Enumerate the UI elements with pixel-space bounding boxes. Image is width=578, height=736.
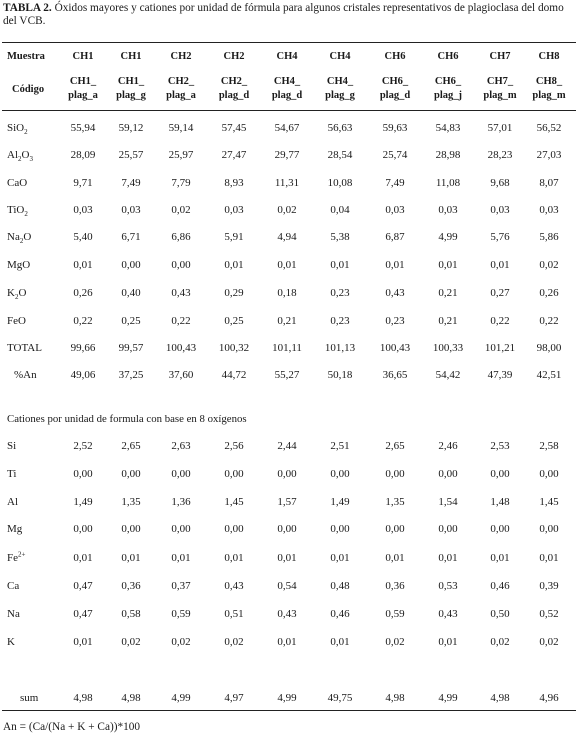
cation-cell: 0,01 <box>73 552 93 564</box>
cation-cell: 0,46 <box>330 608 350 620</box>
codigo-line: plag_m <box>532 90 566 101</box>
sum-cell: 49,75 <box>327 692 353 704</box>
muestra-cell: CH1 <box>72 51 94 62</box>
oxide-cell: 100,43 <box>165 342 197 354</box>
oxide-cell: 101,11 <box>272 342 302 354</box>
codigo-line: CH7_ <box>486 76 514 87</box>
cation-cell: 0,00 <box>438 468 458 480</box>
muestra-cell: CH1 <box>120 51 142 62</box>
oxide-cell: 0,21 <box>277 315 297 327</box>
table-label: TABLA 2. <box>3 2 52 14</box>
oxide-cell: 0,02 <box>171 204 191 216</box>
oxide-cell: 0,03 <box>121 204 141 216</box>
muestra-cell: CH8 <box>538 51 560 62</box>
oxide-cell: 0,21 <box>438 315 458 327</box>
oxide-cell: 56,52 <box>536 122 562 134</box>
oxide-label: $K_2O$ <box>7 287 27 302</box>
cation-cell: 2,46 <box>438 440 458 452</box>
cation-cell: 0,00 <box>224 523 244 535</box>
codigo-line: CH4_ <box>326 76 354 87</box>
cation-label: Mg <box>7 523 23 535</box>
oxide-cell: 36,65 <box>382 369 408 381</box>
muestra-cell: CH6 <box>384 51 406 62</box>
cation-cell: 0,00 <box>224 468 244 480</box>
oxide-cell: 29,77 <box>274 149 300 161</box>
oxide-cell: 55,27 <box>274 369 300 381</box>
oxide-cell: 7,49 <box>121 177 141 189</box>
cation-cell: 2,53 <box>490 440 510 452</box>
cation-cell: 0,01 <box>277 552 297 564</box>
cation-cell: 0,01 <box>277 636 297 648</box>
cation-cell: 0,02 <box>121 636 141 648</box>
cation-cell: 0,02 <box>224 636 244 648</box>
header-rule <box>2 110 576 111</box>
cation-row <box>0 466 578 482</box>
oxide-cell: 0,01 <box>490 259 510 271</box>
oxide-cell: 9,71 <box>73 177 93 189</box>
cation-row <box>0 494 578 510</box>
codigo-cell <box>210 75 258 103</box>
oxide-cell: 0,43 <box>171 287 191 299</box>
cation-row <box>0 550 578 566</box>
oxide-cell: 5,91 <box>224 231 244 243</box>
cation-cell: 0,58 <box>121 608 141 620</box>
oxide-label: $Al_2O_3$ <box>7 149 33 164</box>
oxide-cell: 47,39 <box>487 369 513 381</box>
codigo-line: CH1_ <box>117 76 145 87</box>
oxide-cell: 0,21 <box>438 287 458 299</box>
oxide-cell: 0,00 <box>171 259 191 271</box>
cation-cell: 1,49 <box>73 496 93 508</box>
codigo-line: plag_a <box>166 90 196 101</box>
codigo-cell <box>316 75 364 103</box>
cation-cell: 0,43 <box>438 608 458 620</box>
oxide-cell: 37,25 <box>118 369 144 381</box>
codigo-line: CH6_ <box>434 76 462 87</box>
cation-row <box>0 521 578 537</box>
subscript: 2 <box>19 237 24 246</box>
cation-cell: 2,51 <box>330 440 350 452</box>
muestra-cell: CH2 <box>170 51 192 62</box>
oxide-cell: 5,40 <box>73 231 93 243</box>
cation-cell: 0,36 <box>385 580 405 592</box>
oxide-cell: 37,60 <box>168 369 194 381</box>
codigo-line: plag_d <box>379 90 411 101</box>
cation-cell: 2,52 <box>73 440 93 452</box>
cation-cell: 0,00 <box>438 523 458 535</box>
cation-cell: 0,01 <box>330 636 350 648</box>
subscript: 2 <box>18 155 22 164</box>
cation-cell: 0,39 <box>539 580 559 592</box>
oxide-cell: 0,03 <box>224 204 244 216</box>
oxide-cell: 9,68 <box>490 177 510 189</box>
cation-row <box>0 606 578 622</box>
oxide-cell: 0,22 <box>539 315 559 327</box>
oxide-cell: 28,54 <box>327 149 353 161</box>
oxide-label: MgO <box>7 259 31 271</box>
oxide-cell: 54,67 <box>274 122 300 134</box>
oxide-row <box>0 340 578 356</box>
oxide-cell: 5,86 <box>539 231 559 243</box>
codigo-cell <box>107 75 155 103</box>
oxide-cell: 0,25 <box>224 315 244 327</box>
oxide-cell: 0,25 <box>121 315 141 327</box>
cation-cell: 1,45 <box>224 496 244 508</box>
oxide-cell: 0,03 <box>438 204 458 216</box>
cation-cell: 0,47 <box>73 580 93 592</box>
sum-cell: 4,99 <box>438 692 458 704</box>
cation-label: K <box>7 636 15 648</box>
cation-cell: 2,63 <box>171 440 191 452</box>
oxide-cell: 0,01 <box>277 259 297 271</box>
oxide-cell: 6,87 <box>385 231 405 243</box>
cation-cell: 0,00 <box>539 523 559 535</box>
codigo-line: CH8_ <box>535 76 563 87</box>
oxide-label: $Na_2O$ <box>7 231 32 246</box>
oxide-cell: 101,13 <box>324 342 356 354</box>
codigo-label: Código <box>12 84 45 95</box>
cation-cell: 0,01 <box>438 552 458 564</box>
oxide-cell: 10,08 <box>327 177 353 189</box>
oxide-row <box>0 257 578 273</box>
oxide-cell: 25,57 <box>118 149 144 161</box>
codigo-line: plag_d <box>218 90 250 101</box>
cation-cell: 0,01 <box>539 552 559 564</box>
muestra-cell: CH4 <box>276 51 298 62</box>
oxide-cell: 0,22 <box>73 315 93 327</box>
cations-section-title: Cationes por unidad de formula con base en 8 oxígenos <box>7 413 247 425</box>
oxide-cell: 28,98 <box>435 149 461 161</box>
oxide-cell: 0,00 <box>121 259 141 271</box>
sum-cell: 4,97 <box>224 692 244 704</box>
cation-cell: 0,43 <box>224 580 244 592</box>
oxide-cell: 44,72 <box>221 369 247 381</box>
subscript: 2 <box>14 293 19 302</box>
oxide-cell: 0,01 <box>438 259 458 271</box>
muestra-cell: CH4 <box>329 51 351 62</box>
sum-cell: 4,99 <box>171 692 191 704</box>
muestra-label: Muestra <box>7 51 45 62</box>
codigo-line: CH6_ <box>381 76 409 87</box>
sum-cell: 4,96 <box>539 692 559 704</box>
cation-cell: 0,02 <box>385 636 405 648</box>
bottom-rule <box>2 710 576 711</box>
sum-row <box>0 690 578 706</box>
oxide-cell: 0,18 <box>277 287 297 299</box>
oxide-cell: 0,26 <box>539 287 559 299</box>
oxide-cell: 57,45 <box>221 122 247 134</box>
cation-cell: 1,36 <box>171 496 191 508</box>
cation-cell: 0,00 <box>73 468 93 480</box>
top-rule <box>2 42 576 43</box>
cation-cell: 1,49 <box>330 496 350 508</box>
cation-cell: 0,00 <box>73 523 93 535</box>
subscript: 2 <box>24 128 28 137</box>
cation-cell: 0,01 <box>224 552 244 564</box>
cation-cell: 0,02 <box>490 636 510 648</box>
cation-cell: 0,00 <box>277 523 297 535</box>
oxide-row <box>0 313 578 329</box>
cation-cell: 0,00 <box>171 468 191 480</box>
oxide-cell: 0,26 <box>73 287 93 299</box>
sum-cell: 4,98 <box>490 692 510 704</box>
oxide-cell: 0,03 <box>490 204 510 216</box>
oxide-cell: 59,12 <box>118 122 144 134</box>
header-row-muestra <box>0 49 578 65</box>
oxide-cell: 100,32 <box>218 342 250 354</box>
oxide-cell: 0,40 <box>121 287 141 299</box>
cation-cell: 0,43 <box>277 608 297 620</box>
oxide-cell: 54,42 <box>435 369 461 381</box>
cation-cell: 0,46 <box>490 580 510 592</box>
codigo-line: CH2_ <box>167 76 195 87</box>
cation-label: Si <box>7 440 17 452</box>
cation-cell: 0,36 <box>121 580 141 592</box>
oxide-cell: 56,63 <box>327 122 353 134</box>
cation-cell: 1,45 <box>539 496 559 508</box>
cation-cell: 0,01 <box>330 552 350 564</box>
oxide-label: CaO <box>7 177 28 189</box>
cation-cell: 0,00 <box>171 523 191 535</box>
oxide-cell: 100,33 <box>432 342 464 354</box>
cation-label: $Fe^{2+}$ <box>7 550 26 564</box>
codigo-cell <box>525 75 573 103</box>
cation-cell: 0,00 <box>330 523 350 535</box>
codigo-cell <box>263 75 311 103</box>
sum-label: sum <box>20 692 39 704</box>
oxide-cell: 57,01 <box>487 122 513 134</box>
cation-cell: 0,50 <box>490 608 510 620</box>
cation-cell: 0,00 <box>490 468 510 480</box>
muestra-cell: CH6 <box>437 51 459 62</box>
codigo-line: plag_m <box>483 90 517 101</box>
cation-cell: 0,59 <box>385 608 405 620</box>
oxide-cell: 0,03 <box>385 204 405 216</box>
cation-cell: 0,00 <box>385 468 405 480</box>
cation-cell: 0,54 <box>277 580 297 592</box>
cation-cell: 0,01 <box>490 552 510 564</box>
cation-cell: 0,00 <box>490 523 510 535</box>
cation-cell: 2,65 <box>385 440 405 452</box>
cation-cell: 0,01 <box>438 636 458 648</box>
sum-cell: 4,98 <box>73 692 93 704</box>
cation-cell: 0,00 <box>385 523 405 535</box>
codigo-line: CH2_ <box>220 76 248 87</box>
cation-cell: 0,48 <box>330 580 350 592</box>
cation-label: Ti <box>7 468 17 480</box>
table-title: Óxidos mayores y cationes por unidad de fórmula para algunos cristales representativos de plagioclasa del domo del VCB. <box>3 2 564 27</box>
cation-row <box>0 634 578 650</box>
footnote: An = (Ca/(Na + K + Ca))*100 <box>3 721 141 733</box>
oxide-cell: 0,03 <box>73 204 93 216</box>
oxide-cell: 5,76 <box>490 231 510 243</box>
oxide-label: TOTAL <box>7 342 42 354</box>
cation-cell: 1,57 <box>277 496 297 508</box>
codigo-line: CH1_ <box>69 76 97 87</box>
codigo-cell <box>157 75 205 103</box>
cation-cell: 0,01 <box>73 636 93 648</box>
oxide-cell: 0,03 <box>539 204 559 216</box>
oxide-row <box>0 175 578 191</box>
oxide-cell: 0,27 <box>490 287 510 299</box>
oxide-label: FeO <box>7 315 26 327</box>
oxide-cell: 101,21 <box>484 342 516 354</box>
cation-cell: 0,37 <box>171 580 191 592</box>
oxide-cell: 0,02 <box>539 259 559 271</box>
sum-cell: 4,98 <box>385 692 405 704</box>
oxide-cell: 27,03 <box>536 149 562 161</box>
oxide-cell: 42,51 <box>536 369 562 381</box>
codigo-line: plag_a <box>68 90 98 101</box>
codigo-line: CH4_ <box>273 76 301 87</box>
oxide-cell: 25,74 <box>382 149 408 161</box>
oxide-cell: 0,01 <box>385 259 405 271</box>
cation-cell: 0,00 <box>539 468 559 480</box>
cation-cell: 0,00 <box>121 468 141 480</box>
cation-cell: 1,48 <box>490 496 510 508</box>
codigo-line: plag_j <box>433 90 462 101</box>
cation-cell: 0,01 <box>171 552 191 564</box>
cation-label: Ca <box>7 580 20 592</box>
oxide-cell: 0,23 <box>330 287 350 299</box>
cation-cell: 0,00 <box>277 468 297 480</box>
cation-cell: 0,00 <box>330 468 350 480</box>
muestra-cell: CH2 <box>223 51 245 62</box>
oxide-cell: 28,09 <box>70 149 96 161</box>
oxide-cell: 7,49 <box>385 177 405 189</box>
cation-cell: 0,00 <box>121 523 141 535</box>
oxide-label: %An <box>14 369 37 381</box>
cation-cell: 0,53 <box>438 580 458 592</box>
oxide-cell: 100,43 <box>379 342 411 354</box>
codigo-line: plag_d <box>271 90 303 101</box>
oxide-cell: 28,23 <box>487 149 513 161</box>
cation-cell: 2,65 <box>121 440 141 452</box>
codigo-line: plag_g <box>325 90 355 101</box>
oxide-cell: 0,04 <box>330 204 350 216</box>
oxide-cell: 98,00 <box>536 342 562 354</box>
oxide-cell: 6,86 <box>171 231 191 243</box>
cation-cell: 0,59 <box>171 608 191 620</box>
cation-cell: 1,54 <box>438 496 458 508</box>
oxide-row <box>0 285 578 301</box>
cation-cell: 0,51 <box>224 608 244 620</box>
oxide-cell: 0,23 <box>330 315 350 327</box>
oxide-cell: 49,06 <box>70 369 96 381</box>
cation-label: Na <box>7 608 20 620</box>
superscript: 2+ <box>18 550 26 559</box>
oxide-cell: 59,63 <box>382 122 408 134</box>
oxide-cell: 0,43 <box>385 287 405 299</box>
oxide-cell: 6,71 <box>121 231 141 243</box>
oxide-cell: 5,38 <box>330 231 350 243</box>
oxide-cell: 99,57 <box>118 342 144 354</box>
oxide-row <box>0 120 578 136</box>
cation-label: Al <box>7 496 18 508</box>
codigo-cell <box>424 75 472 103</box>
oxide-cell: 0,22 <box>171 315 191 327</box>
oxide-cell: 25,97 <box>168 149 194 161</box>
oxide-cell: 7,79 <box>171 177 191 189</box>
cation-cell: 2,56 <box>224 440 244 452</box>
oxide-row <box>0 202 578 218</box>
table-caption <box>3 2 575 28</box>
oxide-cell: 4,94 <box>277 231 297 243</box>
sum-cell: 4,98 <box>121 692 141 704</box>
oxide-cell: 4,99 <box>438 231 458 243</box>
cation-cell: 0,52 <box>539 608 559 620</box>
oxide-cell: 0,22 <box>490 315 510 327</box>
muestra-cell: CH7 <box>489 51 511 62</box>
codigo-cell <box>371 75 419 103</box>
oxide-label: TiO$_2$ <box>7 204 28 219</box>
oxide-cell: 11,31 <box>274 177 300 189</box>
cation-cell: 2,44 <box>277 440 297 452</box>
oxide-cell: 8,93 <box>224 177 244 189</box>
sum-cell: 4,99 <box>277 692 297 704</box>
cation-cell: 0,47 <box>73 608 93 620</box>
oxide-cell: 0,29 <box>224 287 244 299</box>
cation-cell: 0,01 <box>121 552 141 564</box>
oxide-cell: 55,94 <box>70 122 96 134</box>
cation-row <box>0 438 578 454</box>
oxide-cell: 99,66 <box>70 342 96 354</box>
codigo-line: plag_g <box>116 90 146 101</box>
header-row-codigo <box>0 75 578 105</box>
cation-cell: 0,02 <box>539 636 559 648</box>
cation-row <box>0 578 578 594</box>
oxide-cell: 0,23 <box>385 315 405 327</box>
cation-cell: 0,01 <box>385 552 405 564</box>
oxide-cell: 0,01 <box>330 259 350 271</box>
subscript: 2 <box>24 210 28 219</box>
oxide-label: SiO$_2$ <box>7 122 28 137</box>
cation-cell: 1,35 <box>121 496 141 508</box>
oxide-cell: 8,07 <box>539 177 559 189</box>
oxide-cell: 27,47 <box>221 149 247 161</box>
cation-cell: 0,02 <box>171 636 191 648</box>
codigo-cell <box>59 75 107 103</box>
oxide-row <box>0 229 578 245</box>
oxide-cell: 11,08 <box>435 177 461 189</box>
oxide-cell: 59,14 <box>168 122 194 134</box>
oxide-row <box>0 147 578 163</box>
oxide-cell: 54,83 <box>435 122 461 134</box>
codigo-cell <box>476 75 524 103</box>
subscript: 3 <box>29 155 33 164</box>
oxide-cell: 0,01 <box>73 259 93 271</box>
oxide-cell: 0,01 <box>224 259 244 271</box>
oxide-row <box>0 367 578 383</box>
cation-cell: 1,35 <box>385 496 405 508</box>
oxide-cell: 50,18 <box>327 369 353 381</box>
oxide-cell: 0,02 <box>277 204 297 216</box>
cation-cell: 2,58 <box>539 440 559 452</box>
